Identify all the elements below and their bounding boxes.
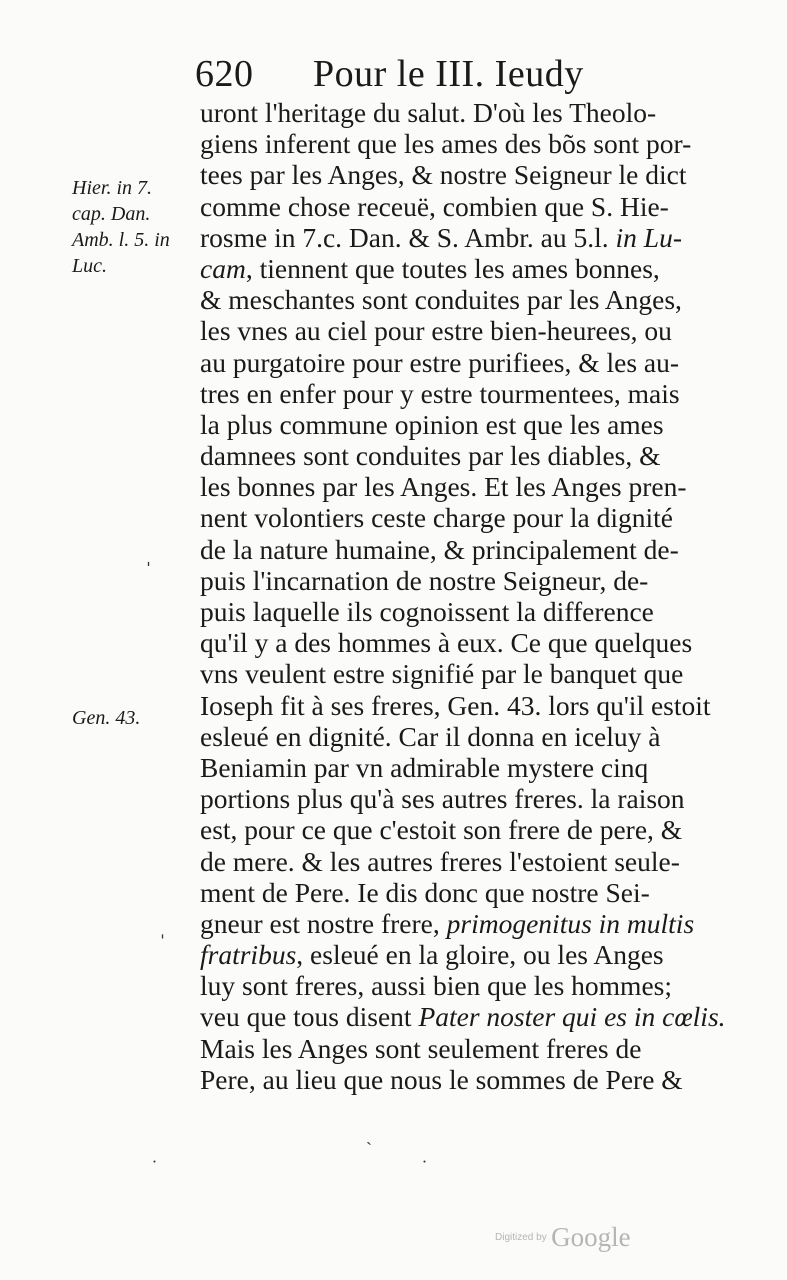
italic-segment: fratribus (200, 939, 297, 971)
text-line (200, 347, 700, 378)
margin-note-line: Luc. (72, 255, 107, 277)
text-line (200, 284, 700, 315)
text-line (200, 1064, 700, 1095)
text-line (200, 534, 700, 565)
text-segment: au purgatoire pour estre purifiees, & les au- (200, 346, 680, 378)
text-line (200, 752, 700, 783)
text-line (200, 908, 700, 939)
text-line (200, 1033, 700, 1064)
text-line (200, 128, 700, 159)
text-segment: portions plus qu'à ses autres freres. la raison (200, 783, 685, 815)
margin-note-line: Amb. l. 5. in (72, 229, 170, 251)
text-segment: Beniamin par vn admirable mystere cinq (200, 751, 649, 783)
text-segment: rosme in 7.c. Dan. & S. Ambr. au 5.l. (200, 221, 616, 253)
text-line (200, 783, 700, 814)
text-segment: les bonnes par les Anges. Et les Anges pren- (200, 471, 687, 503)
text-segment: tres en enfer pour y estre tourmentees, mais (200, 377, 680, 409)
text-line (200, 596, 700, 627)
italic-segment: primogenitus in multis (446, 907, 695, 939)
page-number: 620 (195, 53, 254, 95)
text-segment: , tiennent que toutes les ames bonnes, (245, 252, 660, 284)
text-line (200, 253, 700, 284)
text-line (200, 939, 700, 970)
italic-segment: cam (200, 252, 246, 284)
margin-note-line: Gen. 43. (72, 707, 141, 729)
text-line (200, 565, 700, 596)
watermark-small-text: Digitized by (495, 1232, 547, 1243)
text-line (200, 970, 700, 1001)
text-line (200, 877, 700, 908)
text-segment: qu'il y a des hommes à eux. Ce que quelques (200, 627, 693, 659)
text-segment: puis laquelle ils cognoissent la difference (200, 596, 654, 627)
text-segment: Ioseph fit à ses freres, Gen. 43. lors qu'il estoit (200, 689, 711, 721)
body-text (200, 97, 726, 1095)
text-segment: esleué en dignité. Car il donna en iceluy à (200, 720, 661, 752)
text-segment: damnees sont conduites par les diables, & (200, 440, 661, 472)
margin-note-gen (72, 705, 192, 731)
running-title: Pour le III. Ieudy (313, 53, 584, 95)
margin-note-hier (72, 175, 192, 279)
text-segment: de mere. & les autres freres l'estoient seule- (200, 845, 680, 877)
text-segment: comme chose receuë, combien que S. Hie- (200, 190, 669, 222)
text-line (200, 440, 700, 471)
text-segment: les vnes au ciel pour estre bien-heurees, ou (200, 315, 672, 347)
ink-speck: ˏ (366, 1125, 372, 1146)
ink-speck: ˈ (160, 932, 165, 953)
ink-speck: ˌ (146, 548, 151, 569)
text-segment: & meschantes sont conduites par les Anges, (200, 284, 682, 316)
text-line (200, 658, 700, 689)
margin-note-line: Hier. in 7. (72, 177, 152, 199)
text-segment: est, pour ce que c'estoit son frere de pere, & (200, 814, 683, 846)
text-segment: Mais les Anges sont seulement freres de (200, 1032, 642, 1064)
text-segment: vns veulent estre signifié par le banquet que (200, 658, 684, 690)
text-line (200, 378, 700, 409)
text-segment: Pere, au lieu que nous le sommes de Pere & (200, 1063, 683, 1095)
margin-note-line: cap. Dan. (72, 203, 151, 225)
text-line (200, 97, 700, 128)
text-segment: nent volontiers ceste charge pour la dignité (200, 502, 673, 534)
text-segment: ment de Pere. Ie dis donc que nostre Sei- (200, 876, 650, 908)
text-line (200, 814, 700, 845)
text-segment: de la nature humaine, & principalement de- (200, 533, 679, 565)
text-line (200, 222, 700, 253)
text-line (200, 315, 700, 346)
text-line (200, 689, 711, 721)
ink-speck: ˙ (150, 1158, 159, 1179)
text-line (200, 627, 700, 658)
text-line (200, 846, 700, 877)
text-line (200, 471, 700, 502)
text-segment: tees par les Anges, & nostre Seigneur le dict (200, 159, 687, 191)
watermark-brand-text: Google (551, 1222, 631, 1252)
page-header (195, 48, 695, 98)
text-segment: puis l'incarnation de nostre Seigneur, de- (200, 564, 649, 596)
text-line (200, 502, 700, 533)
text-segment: , esleué en la gloire, ou les Anges (296, 939, 664, 971)
text-line (200, 409, 700, 440)
text-line (200, 721, 700, 752)
digitized-by-google-watermark (495, 1222, 631, 1253)
text-line (200, 159, 700, 190)
text-segment: veu que tous disent (200, 1001, 419, 1033)
italic-segment: Pater noster qui es in cœlis. (418, 1001, 726, 1033)
text-segment: giens inferent que les ames des bõs sont por- (200, 128, 692, 160)
text-segment: luy sont freres, aussi bien que les hommes; (200, 970, 672, 1002)
text-segment: gneur est nostre frere, (200, 907, 447, 939)
text-line (200, 1001, 726, 1033)
text-line (200, 191, 700, 222)
italic-segment: in Lu- (615, 221, 682, 253)
text-segment: la plus commune opinion est que les ames (200, 408, 664, 440)
text-segment: uront l'heritage du salut. D'où les Theolo- (200, 97, 657, 128)
ink-speck: ˙ (420, 1158, 429, 1179)
